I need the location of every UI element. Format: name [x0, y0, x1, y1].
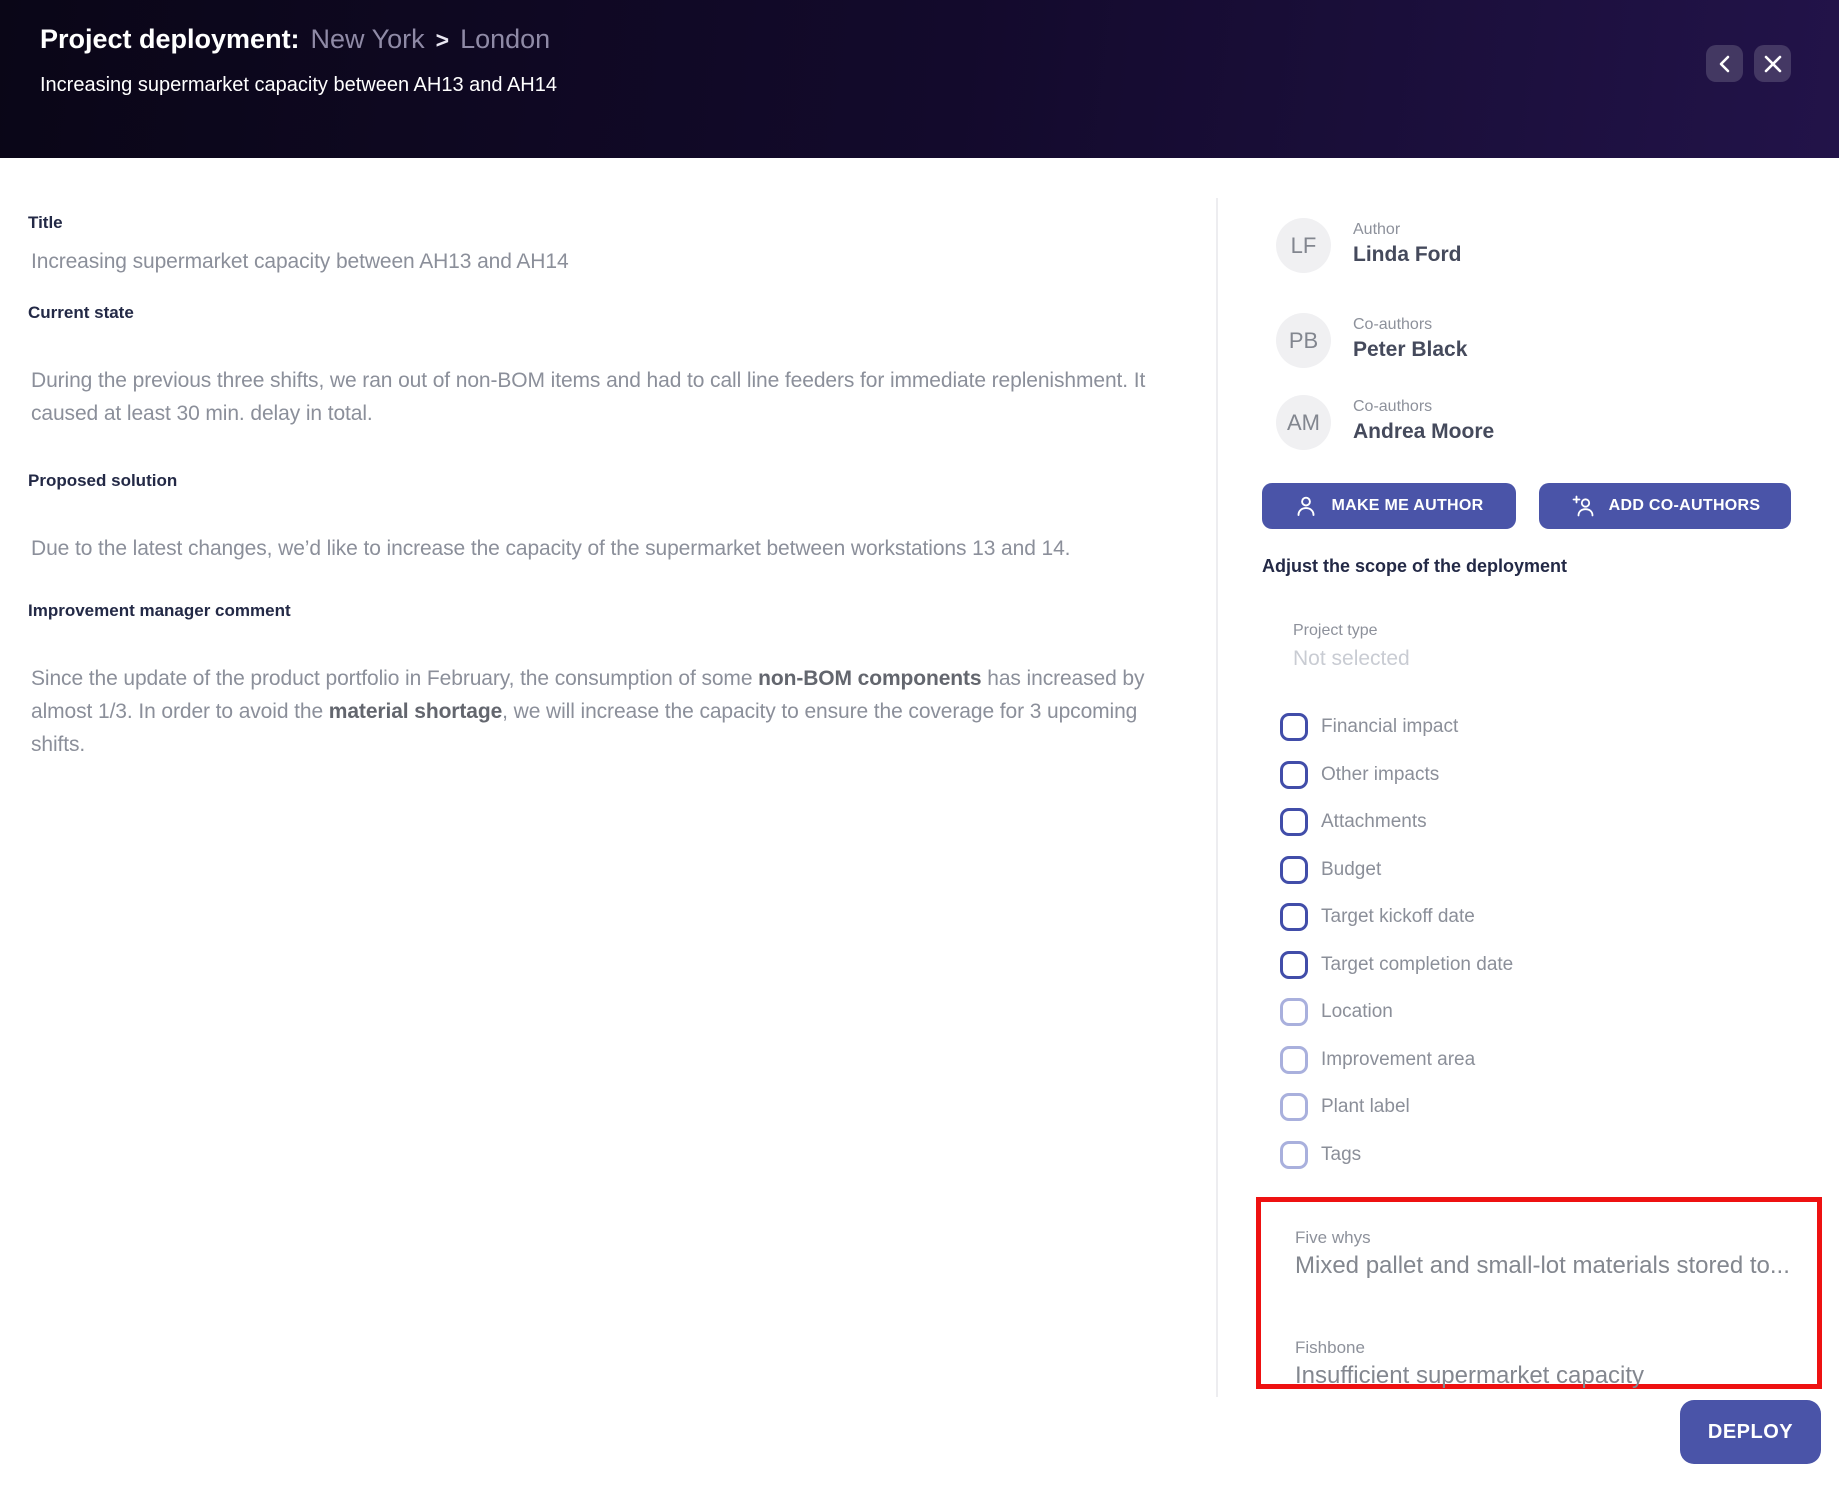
title-label: Title: [28, 213, 63, 232]
author-row: [1276, 218, 1462, 273]
deploy-button[interactable]: [1680, 1400, 1821, 1464]
checkbox-label: Target kickoff date: [1321, 906, 1475, 927]
checkbox-label: Tags: [1321, 1143, 1362, 1165]
person-role-label: Author: [1353, 221, 1401, 238]
make-me-author-label: MAKE ME AUTHOR: [1331, 497, 1484, 514]
scope-row-location: [1280, 998, 1513, 1046]
scope-row-budget: [1280, 856, 1513, 904]
current-state-text: During the previous three shifts, we ran out of non-BOM items and had to call line feeders for immediate replenishment. It caused at least 30 min. delay in total.: [31, 369, 1146, 425]
checkbox-label: Improvement area: [1321, 1048, 1476, 1070]
checkbox-plant-label: [1280, 1093, 1308, 1121]
scope-row-attachments: [1280, 808, 1513, 856]
fishbone-value: Insufficient supermarket capacity: [1295, 1362, 1645, 1389]
header: [0, 0, 1839, 158]
comment-text-part: Since the update of the product portfolio in February, the consumption of some: [31, 667, 759, 690]
current-state-label: Current state: [28, 303, 134, 322]
breadcrumb-target: London: [460, 24, 551, 54]
scope-row-other-impacts: [1280, 761, 1513, 809]
page-title: [40, 24, 550, 55]
close-button[interactable]: [1754, 45, 1791, 82]
checkbox-attachments[interactable]: [1280, 808, 1308, 836]
checkbox-target-completion-date[interactable]: [1280, 951, 1308, 979]
project-type-field[interactable]: [1293, 622, 1410, 671]
highlighted-analysis-box: [1256, 1197, 1822, 1389]
comment-text-part: has increased by almost 1/3. In order to avoid the: [31, 667, 1145, 723]
close-icon: [1764, 55, 1782, 73]
comment-text-part: , we will increase the capacity to ensure the coverage for 3 upcoming shifts.: [31, 700, 1138, 756]
checkbox-location: [1280, 998, 1308, 1026]
breadcrumb-arrow: >: [435, 27, 450, 53]
page-title-text: Project deployment:: [40, 24, 300, 54]
chevron-left-icon: [1717, 55, 1733, 73]
five-whys-label: Five whys: [1295, 1228, 1371, 1247]
make-me-author-button[interactable]: [1262, 483, 1516, 529]
checkbox-label: Budget: [1321, 858, 1382, 880]
person-plus-icon: [1570, 493, 1596, 519]
checkbox-improvement-area: [1280, 1046, 1308, 1074]
scope-checkbox-list: [1280, 713, 1513, 1188]
scope-row-tags: [1280, 1141, 1513, 1189]
avatar: LF: [1276, 218, 1331, 273]
fishbone-label: Fishbone: [1295, 1338, 1365, 1357]
person-name: Peter Black: [1353, 338, 1468, 361]
checkbox-label: Target completion date: [1321, 953, 1514, 975]
scope-row-target-completion-date: [1280, 951, 1513, 999]
scope-row-financial-impact: [1280, 713, 1513, 761]
scope-row-improvement-area: [1280, 1046, 1513, 1094]
checkbox-financial-impact[interactable]: [1280, 713, 1308, 741]
person-name: Andrea Moore: [1353, 420, 1495, 443]
avatar: PB: [1276, 313, 1331, 368]
back-button[interactable]: [1706, 45, 1743, 82]
checkbox-label: Location: [1321, 1001, 1393, 1022]
comment-bold-part: non-BOM components: [758, 667, 982, 690]
checkbox-label: Attachments: [1321, 811, 1427, 832]
vertical-divider: [1216, 198, 1218, 1397]
checkbox-label: Plant label: [1321, 1096, 1410, 1117]
project-type-label: Project type: [1293, 622, 1378, 639]
improvement-manager-comment-label: Improvement manager comment: [28, 601, 291, 620]
checkbox-label: Financial impact: [1321, 716, 1459, 737]
scope-row-plant-label: [1280, 1093, 1513, 1141]
proposed-solution-label: Proposed solution: [28, 471, 178, 490]
add-co-authors-button[interactable]: [1539, 483, 1791, 529]
title-value: Increasing supermarket capacity between AH13 and AH14: [31, 250, 569, 273]
co-author-row: [1276, 313, 1467, 368]
checkbox-other-impacts[interactable]: [1280, 761, 1308, 789]
person-icon: [1294, 494, 1318, 518]
proposed-solution-text: Due to the latest changes, we’d like to increase the capacity of the supermarket between workstations 13 and 14.: [31, 537, 1071, 560]
five-whys-value: Mixed pallet and small-lot materials stored to...: [1295, 1252, 1790, 1279]
improvement-manager-comment-text: [31, 662, 1166, 761]
avatar: AM: [1276, 395, 1331, 450]
project-subtitle: Increasing supermarket capacity between AH13 and AH14: [40, 74, 557, 96]
co-author-row: [1276, 395, 1494, 450]
breadcrumb-source: New York: [310, 24, 425, 54]
checkbox-budget[interactable]: [1280, 856, 1308, 884]
person-name: Linda Ford: [1353, 243, 1462, 266]
deploy-label: DEPLOY: [1707, 1420, 1794, 1443]
checkbox-target-kickoff-date[interactable]: [1280, 903, 1308, 931]
person-role-label: Co-authors: [1353, 316, 1433, 333]
project-type-value: Not selected: [1293, 647, 1410, 670]
add-co-authors-label: ADD CO-AUTHORS: [1608, 497, 1761, 514]
comment-bold-part: material shortage: [328, 700, 503, 723]
checkbox-tags: [1280, 1141, 1308, 1169]
scope-row-target-kickoff-date: [1280, 903, 1513, 951]
scope-section-heading: Adjust the scope of the deployment: [1262, 556, 1568, 576]
person-role-label: Co-authors: [1353, 398, 1433, 415]
checkbox-label: Other impacts: [1321, 763, 1440, 785]
